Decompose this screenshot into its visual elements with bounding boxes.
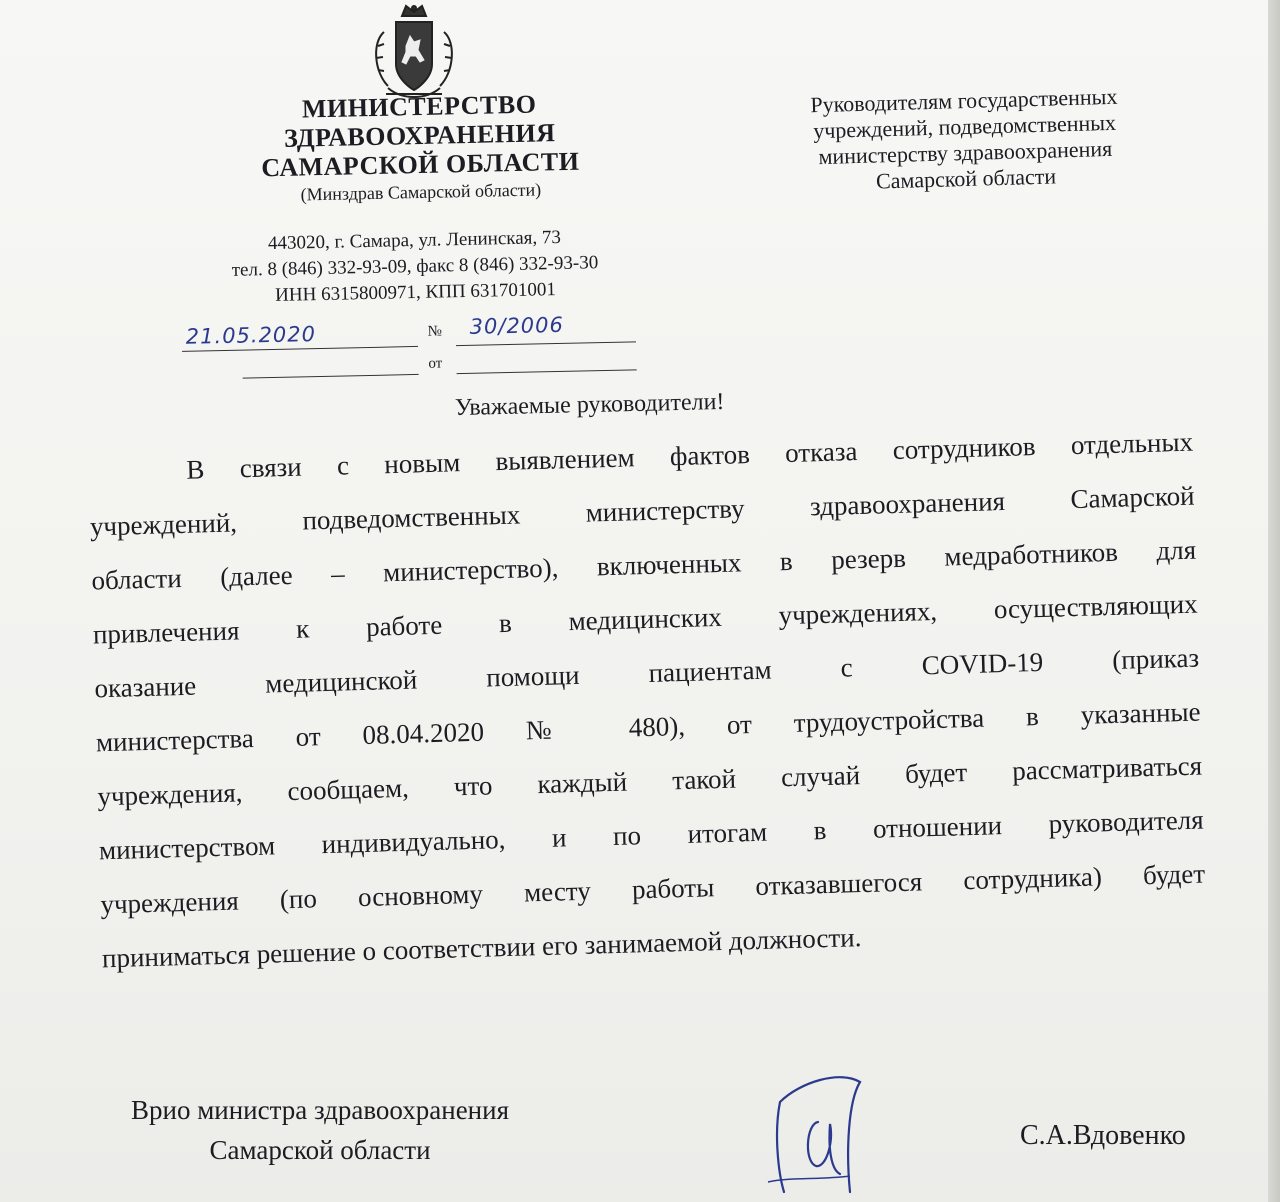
registration-number-handwritten: 30/2006 (469, 312, 565, 339)
letter-body (88, 415, 1208, 986)
ministry-name-line2: ЗДРАВООХРАНЕНИЯ (283, 118, 556, 153)
ministry-contacts (149, 222, 681, 311)
body-line: приниматься решение о соответствии его занимаемой должности. (101, 922, 862, 974)
body-line: учреждений, подведомственных министерству здравоохранения Самарской (89, 480, 1195, 542)
ministry-name-line3: САМАРСКОЙ ОБЛАСТИ (260, 146, 580, 183)
signer-name: С.А.Вдовенко (1020, 1120, 1186, 1151)
number-label: № (427, 323, 443, 340)
body-line: министерства от 08.04.2020 № 480), от трудоустройства в указанные (95, 696, 1201, 758)
recipient-line3: министерству здравоохранения (818, 135, 1113, 170)
body-line: привлечения к работе в медицинских учреждениях, осуществляющих (92, 588, 1198, 650)
inn-kpp: ИНН 6315800971, КПП 631701001 (274, 279, 557, 306)
page-edge (1268, 0, 1280, 1202)
body-line: оказание медицинской помощи пациентам с COVID-19 (приказ (94, 642, 1200, 704)
recipient-line2: учреждений, подведомственных (812, 109, 1117, 144)
body-line: учреждения, сообщаем, что каждый такой случай будет рассматриваться (97, 750, 1203, 812)
ref-date-line (243, 374, 419, 379)
recipient-line4: Самарской области (875, 163, 1057, 194)
registration-date-handwritten: 21.05.2020 (185, 322, 317, 349)
recipient-line1: Руководителям государственных (810, 83, 1118, 118)
body-line: учреждения (по основному месту работы отказавшегося сотрудника) будет (100, 858, 1206, 920)
body-line: области (далее – министерство), включенных в резерв медработников для (91, 534, 1197, 596)
registration-fields (179, 305, 650, 385)
phone-fax: тел. 8 (846) 332-93-09, факс 8 (846) 332-93-30 (231, 252, 599, 281)
ministry-header (204, 88, 636, 208)
number-line (456, 341, 636, 346)
ref-number-line (457, 369, 637, 374)
handwritten-signature (760, 1062, 880, 1202)
body-line: министерством индивидуально, и по итогам в отношении руководителя (98, 804, 1204, 866)
samara-coat-of-arms-emblem (366, 2, 462, 102)
signatory-position (60, 1090, 580, 1170)
ministry-short-name: (Минздрав Самарской области) (300, 179, 542, 205)
position-line2: Самарской области (209, 1135, 431, 1165)
postal-address: 443020, г. Самара, ул. Ленинская, 73 (267, 226, 562, 255)
salutation: Уважаемые руководители! (454, 388, 725, 422)
position-line1: Врио министра здравоохранения (130, 1095, 509, 1125)
ministry-name-line1: МИНИСТЕРСТВО (301, 89, 537, 124)
from-label: от (428, 355, 443, 372)
recipient-block (734, 82, 1197, 199)
body-line: В связи с новым выявлением фактов отказа сотрудников отдельных (185, 426, 1194, 485)
